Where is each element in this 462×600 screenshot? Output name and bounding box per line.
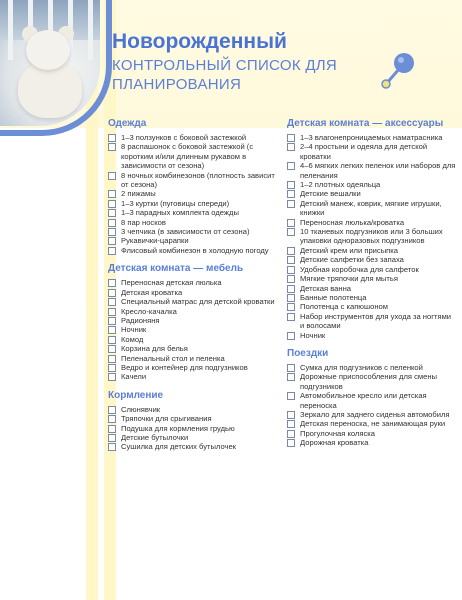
list-item[interactable]: Дорожная кроватка (287, 438, 457, 447)
list-item[interactable]: Слюнявчик (108, 405, 278, 414)
section-title-trips: Поездки (287, 347, 329, 359)
checkbox[interactable] (108, 345, 116, 353)
checkbox[interactable] (108, 134, 116, 142)
checklist-feeding (108, 405, 278, 452)
list-item[interactable]: Ночник (108, 325, 278, 334)
list-item[interactable]: Детские бутылочки (108, 433, 278, 442)
list-item[interactable]: Детские вешалки (287, 189, 457, 198)
checkbox[interactable] (287, 219, 295, 227)
checkbox[interactable] (108, 415, 116, 423)
page-title: Новорожденный (112, 30, 287, 53)
list-item[interactable]: Пеленальный стол и пеленка (108, 354, 278, 363)
list-item[interactable]: Специальный матрас для детской кроватки (108, 297, 278, 306)
checkbox[interactable] (287, 373, 295, 381)
checkbox[interactable] (287, 143, 295, 151)
checkbox[interactable] (108, 200, 116, 208)
checkbox[interactable] (287, 266, 295, 274)
list-item[interactable]: Кресло-качалка (108, 307, 278, 316)
checkbox[interactable] (108, 172, 116, 180)
page-subtitle: КОНТРОЛЬНЫЙ СПИСОК ДЛЯ ПЛАНИРОВАНИЯ (112, 57, 338, 93)
checkbox[interactable] (287, 190, 295, 198)
checkbox[interactable] (287, 303, 295, 311)
list-item[interactable]: 1–3 ползунков с боковой застежкой (108, 133, 278, 142)
checkbox[interactable] (108, 406, 116, 414)
list-item[interactable]: 8 распашонок с боковой застежкой (с коротким и/или длинным рукавом в зависимости от сезона) (108, 142, 278, 170)
checklist-nursery-furniture (108, 278, 278, 381)
checkbox[interactable] (287, 247, 295, 255)
checkbox[interactable] (287, 228, 295, 236)
right-column (287, 118, 457, 448)
checkbox[interactable] (287, 285, 295, 293)
checkbox[interactable] (287, 364, 295, 372)
list-item[interactable]: Сумка для подгузников с пеленкой (287, 363, 457, 372)
checkbox[interactable] (287, 420, 295, 428)
checkbox[interactable] (108, 209, 116, 217)
list-item[interactable]: Детская переноска, не занимающая руки (287, 419, 457, 428)
list-item[interactable]: Набор инструментов для ухода за ногтями и волосами (287, 312, 457, 331)
section-title-nursery-accessories: Детская комната — аксессуары (287, 118, 444, 129)
list-item[interactable]: Комод (108, 335, 278, 344)
checkbox[interactable] (108, 326, 116, 334)
list-item[interactable]: Мягкие тряпочки для мытья (287, 274, 457, 283)
list-item[interactable]: 10 тканевых подгузников или 3 больших упаковки одноразовых подгузников (287, 227, 457, 246)
checkbox[interactable] (287, 162, 295, 170)
checkbox[interactable] (108, 317, 116, 325)
checkbox[interactable] (287, 332, 295, 340)
checkbox[interactable] (108, 364, 116, 372)
checkbox[interactable] (108, 143, 116, 151)
checkbox[interactable] (287, 411, 295, 419)
list-item[interactable]: 1–3 влагонепроницаемых наматрасника (287, 133, 457, 142)
list-item[interactable]: Радионяня (108, 316, 278, 325)
list-item[interactable]: 1–3 куртки (пуговицы спереди) (108, 199, 278, 208)
section-title-feeding: Кормление (108, 389, 164, 401)
list-item[interactable]: Автомобильное кресло или детская переноска (287, 391, 457, 410)
checkbox[interactable] (287, 134, 295, 142)
list-item[interactable]: Полотенца с капюшоном (287, 302, 457, 311)
list-item[interactable]: Флисовый комбинезон в холодную погоду (108, 246, 278, 255)
list-item[interactable]: Качели (108, 372, 278, 381)
list-item[interactable]: Банные полотенца (287, 293, 457, 302)
checkbox[interactable] (108, 247, 116, 255)
list-item[interactable]: Детские салфетки без запаха (287, 255, 457, 264)
list-item[interactable]: Дорожные приспособления для смены подгузников (287, 372, 457, 391)
checkbox[interactable] (108, 289, 116, 297)
checkbox[interactable] (108, 373, 116, 381)
checkbox[interactable] (108, 443, 116, 451)
checkbox[interactable] (108, 308, 116, 316)
list-item[interactable]: Переносная детская люлька (108, 278, 278, 287)
list-item[interactable]: Корзина для белья (108, 344, 278, 353)
checklist-nursery-accessories (287, 133, 457, 340)
list-item[interactable]: Детская кроватка (108, 288, 278, 297)
list-item[interactable]: Прогулочная коляска (287, 429, 457, 438)
list-item[interactable]: 8 ночных комбинезонов (плотность зависит от сезона) (108, 171, 278, 190)
checkbox[interactable] (287, 392, 295, 400)
checkbox[interactable] (287, 313, 295, 321)
left-column (108, 118, 278, 452)
list-item[interactable]: 2 пижамы (108, 189, 278, 198)
list-item[interactable]: Сушилка для детских бутылочек (108, 442, 278, 451)
list-item[interactable]: Тряпочки для срыгивания (108, 414, 278, 423)
checkbox[interactable] (108, 228, 116, 236)
list-item[interactable]: Подушка для кормления грудью (108, 424, 278, 433)
list-item[interactable]: Переносная люлька/кроватка (287, 218, 457, 227)
checkbox[interactable] (287, 275, 295, 283)
list-item[interactable]: 3 чепчика (в зависимости от сезона) (108, 227, 278, 236)
section-title-clothing: Одежда (108, 118, 147, 129)
checkbox[interactable] (108, 237, 116, 245)
checklist-clothing (108, 133, 278, 255)
checkbox[interactable] (108, 425, 116, 433)
checkbox[interactable] (287, 200, 295, 208)
checkbox[interactable] (108, 336, 116, 344)
list-item[interactable]: 1–3 парадных комплекта одежды (108, 208, 278, 217)
checkbox[interactable] (108, 298, 116, 306)
list-item[interactable]: 2–4 простыни и одеяла для детской кроватки (287, 142, 457, 161)
checklist-trips (287, 363, 457, 448)
list-item[interactable]: 4–6 мягких легких пеленок или наборов для пеленания (287, 161, 457, 180)
list-item[interactable]: 1–2 плотных одеяльца (287, 180, 457, 189)
list-item[interactable]: Зеркало для заднего сиденья автомобиля (287, 410, 457, 419)
baby-rattle-icon (378, 50, 418, 90)
checkbox[interactable] (287, 430, 295, 438)
checkbox[interactable] (287, 256, 295, 264)
checkbox[interactable] (108, 279, 116, 287)
checkbox[interactable] (108, 355, 116, 363)
list-item[interactable]: Детский крем или присыпка (287, 246, 457, 255)
section-title-nursery-furniture: Детская комната — мебель (108, 263, 244, 275)
checkbox[interactable] (287, 294, 295, 302)
list-item[interactable]: Ведро и контейнер для подгузников (108, 363, 278, 372)
list-item[interactable]: Детский манеж, коврик, мягкие игрушки, книжки (287, 199, 457, 218)
list-item[interactable]: 8 пар носков (108, 218, 278, 227)
checkbox[interactable] (287, 439, 295, 447)
checkbox[interactable] (108, 190, 116, 198)
list-item[interactable]: Детская ванна (287, 284, 457, 293)
list-item[interactable]: Рукавички-царапки (108, 236, 278, 245)
checkbox[interactable] (287, 181, 295, 189)
checkbox[interactable] (108, 434, 116, 442)
list-item[interactable]: Ночник (287, 331, 457, 340)
checkbox[interactable] (108, 219, 116, 227)
list-item[interactable]: Удобная коробочка для салфеток (287, 265, 457, 274)
